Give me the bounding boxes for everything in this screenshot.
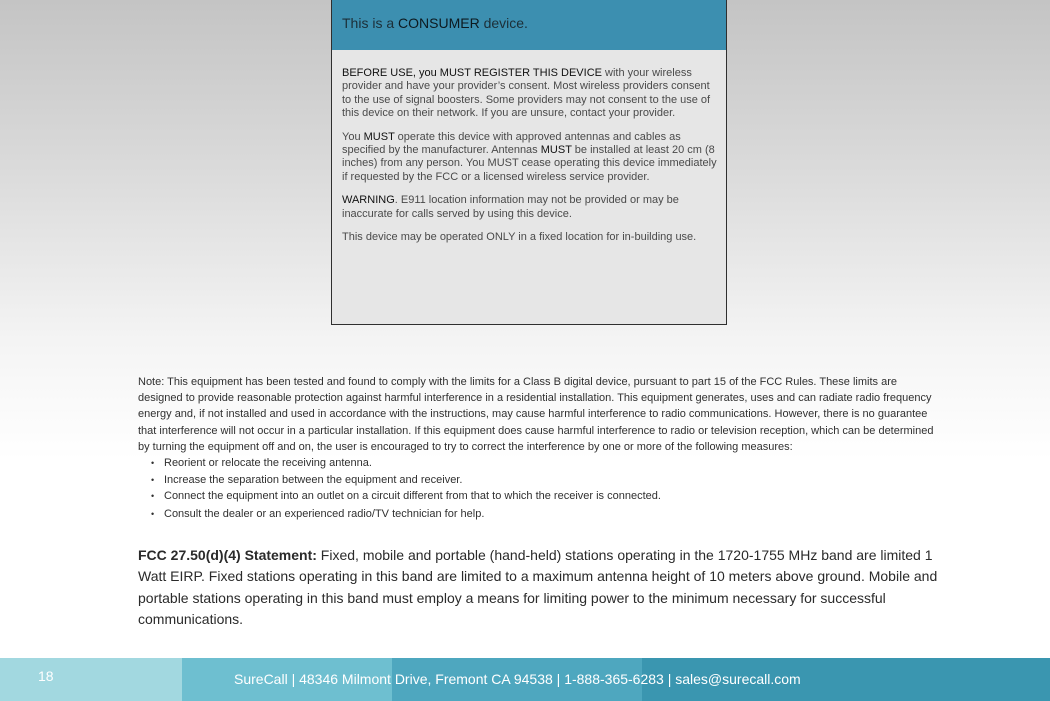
footer-band-1 [0, 658, 182, 701]
header-suffix: device. [479, 15, 528, 31]
fcc-statement [138, 545, 938, 630]
registration-emphasis: BEFORE USE, you MUST REGISTER THIS DEVICE [342, 67, 602, 79]
warning-text: . E911 location information may not be provided or may be inaccurate for calls served by using this device. [342, 194, 679, 220]
consumer-notice-box [331, 0, 727, 325]
list-item: • Connect the equipment into an outlet on a circuit different from that to which the receiver is connected. [138, 488, 938, 505]
registration-paragraph [342, 67, 718, 120]
measures-list [138, 455, 938, 522]
antenna-emphasis-1: MUST [363, 130, 395, 143]
page-number: 18 [38, 668, 54, 684]
header-emphasis: CONSUMER [398, 15, 480, 31]
page-footer [0, 658, 1050, 701]
footer-contact: SureCall | 48346 Milmont Drive, Fremont CA 94538 | 1-888-365-6283 | sales@surecall.com [234, 671, 801, 687]
fcc-note-section [138, 374, 938, 522]
antenna-emphasis-2: MUST [540, 143, 572, 156]
notice-body [332, 50, 726, 245]
fixed-location-paragraph [342, 231, 718, 244]
fcc-statement-label: FCC 27.50(d)(4) Statement: [138, 547, 317, 563]
fcc-note-text: Note: This equipment has been tested and found to comply with the limits for a Class B digital device, pursuant to part 15 of the FCC Rules. These limits are designed to provide reasonable protection against harmful interference in a residential installation. This equipment generates, uses and can radiate radio frequency energy and, if not installed and used in accordance with the instructions, may cause harmful interference to radio communications. However, there is no guarantee that interference will not occur in a particular installation. If this equipment does cause harmful interference to radio or television reception, which can be determined by turning the equipment off and on, the user is encouraged to try to correct the interference by one or more of the following measures: [138, 376, 934, 453]
antenna-paragraph [342, 131, 718, 184]
warning-paragraph [342, 194, 718, 221]
antenna-middle: operate this device with approved antennas and cables as specified by the manufacturer. Antennas [342, 130, 681, 156]
fixed-location-text: This device may be operated ONLY in a fixed location for in-building use. [342, 231, 697, 244]
notice-header [332, 0, 726, 50]
list-item: • Increase the separation between the equipment and receiver. [138, 472, 938, 489]
warning-label: WARNING [342, 194, 395, 207]
header-prefix: This is a [342, 15, 399, 31]
list-item: • Consult the dealer or an experienced radio/TV technician for help. [138, 506, 938, 523]
fcc-statement-text: Fixed, mobile and portable (hand-held) stations operating in the 1720-1755 MHz band are limited 1 Watt EIRP. Fixed stations operating in this band are limited to a maximum antenna height of 10 meters above ground. Mobile and portable stations operating in this band must employ a means for limiting power to the minimum necessary for successful communications. [138, 547, 938, 627]
antenna-suffix: be installed at least 20 cm (8 inches) from any person. You MUST cease operating this device immediately if requested by the FCC or a licensed wireless service provider. [342, 143, 717, 183]
antenna-prefix: You [342, 130, 364, 143]
registration-text: with your wireless provider and have your provider’s consent. Most wireless providers consent to the use of signal boosters. Some providers may not consent to the use of this device on their network. If you are unsure, contact your provider. [342, 67, 711, 119]
list-item: • Reorient or relocate the receiving antenna. [138, 455, 938, 472]
